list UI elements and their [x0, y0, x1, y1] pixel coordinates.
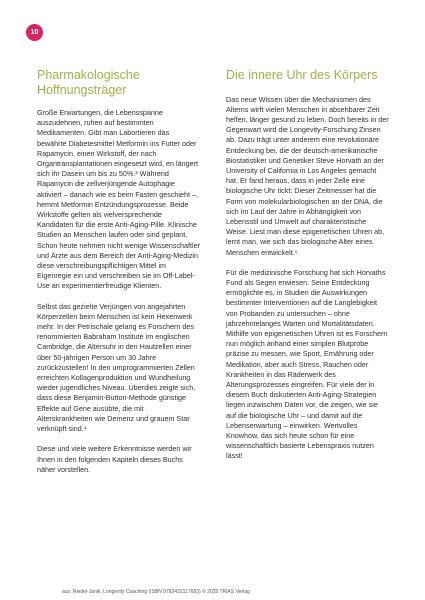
left-paragraph-2: Selbst das gezielte Verjüngen von angejahrten Körperzellen beim Menschen ist kein Hexenwerk mehr. In der Petrischale gelang es Forschern des renommierten Babraham Institute im englischen Cambridge, die Altersuhr in den Hautzellen einer über 50-jährigen Person um 30 Jahre zurückzustellen! In den umprogrammierten Zellen erreichten Kollagenproduktion und Wundheilung wieder jugendliches Niveau. Überdies zeigte sich, dass diese Benjamin-Button-Methode günstige Effekte auf Gene ausübte, die mit Alterskrankheiten wie Demenz und grauem Star verknüpft sind.⁴	[37, 301, 196, 434]
left-paragraph-1: Große Erwartungen, die Lebensspanne auszudehnen, ruhen auf bestimmten Medikamenten. Gibt man Labortieren das bewährte Diabetesmittel Metformin ins Futter oder Rapamycin, einen Wirkstoff, der nach Organtransplantationen eingesetzt wird, en längert sich ihr Dasein um bis zu 50%.³ Während Rapamycin die zellverjüngende Autophagie aktiviert – danach wie es beim Fasten geschieht –, hemmt Metformin Entzündungsprozesse. Beide Wirkstoffe gelten als vielversprechende Kandidaten für die erste Anti-Aging-Pille. Klinische Studien an Menschen laufen oder sind geplant. Schon heute nehmen nicht wenige Wissenschaftler und Ärzte aus dem Bereich der Anti-Aging-Medizin diese verschreibungspflichtigen Mittel im Eigenregie ein und verschreiben sie im Off-Label-Use an experimentierfreudige Klienten.	[37, 108, 201, 291]
heading-line-2: Hoffnungsträger	[37, 82, 127, 97]
heading-line-1: Pharmakologische	[37, 68, 140, 82]
left-paragraph-3: Diese und viele weitere Erkenntnisse werden wir Ihnen in den folgenden Kapiteln dieses Buchs näher vorstellen.	[37, 444, 192, 474]
page-footer: aus: Riedel-Janik, Longevity Coaching (ISBN 9783432117683) © 2025 TRIAS Verlag	[62, 589, 250, 595]
left-column-heading	[37, 68, 200, 97]
left-column	[37, 68, 200, 475]
right-paragraph-2: Für die medizinische Forschung hat sich Horvaths Fund als Segen erwiesen. Seine Entdeckung ermöglichte es, in Studien die Auswirkungen bestimmter Interventionen auf die Langlebigkeit von Probanden zu untersuchen – ohne jahrzehntelanges Warten und Mortalitätsdaten. Mithilfe von epigenetischen Uhren ist es Forschern nun möglich anhand einer simplen Blutprobe präzise zu messen, wie Sport, Ernährung oder Medikation, aber auch Stress, Rauchen oder Krankheiten in das Räderwerk des Alterungsprozesses eingreifen. Für viele der in diesem Buch diskutierten Anti-Aging-Strategien liegen inzwischen Daten vor, die zeigen, wie sie auf die biologische Uhr – und damit auf die Lebenserwartung – einwirken. Wertvolles Knowhow, das sich heute schon für eine wissenschaftlich basierte Lebenspraxis nutzen lässt!	[226, 267, 388, 461]
right-column-heading: Die innere Uhr des Körpers	[226, 68, 378, 82]
page-number-badge	[26, 24, 43, 41]
right-paragraph-1: Das neue Wissen über die Mechanismen des Alterns wirft vielen Menschen in absehbarer Zeit helfen, länger gesund zu leben. Doch bereits in der Gegenwart wird die Longevity-Forschung Zinsen ab. Dazu trägt unter anderem eine revolutionäre Entdeckung bei, die der deutsch-amerikanische Biostatistiker und Genetiker Steve Horvath an der University of California in Los Angeles gemacht hat. Er fand heraus, dass in jeder Zelle eine biologische Uhr tickt: Dieser Zeitmesser hat die Form von molekularbiologischen an der DNA, die sich im Lauf der Jahre in Abhängigkeit von Lebensstil und Umwelt auf charakteristische Weise. Liest man diese epigenetischen Uhren ab, lernt man, wie sich das biologische Alter eines Menschen entwickelt.⁵	[226, 94, 389, 257]
right-column	[226, 68, 389, 462]
page-number: 10	[30, 29, 39, 36]
